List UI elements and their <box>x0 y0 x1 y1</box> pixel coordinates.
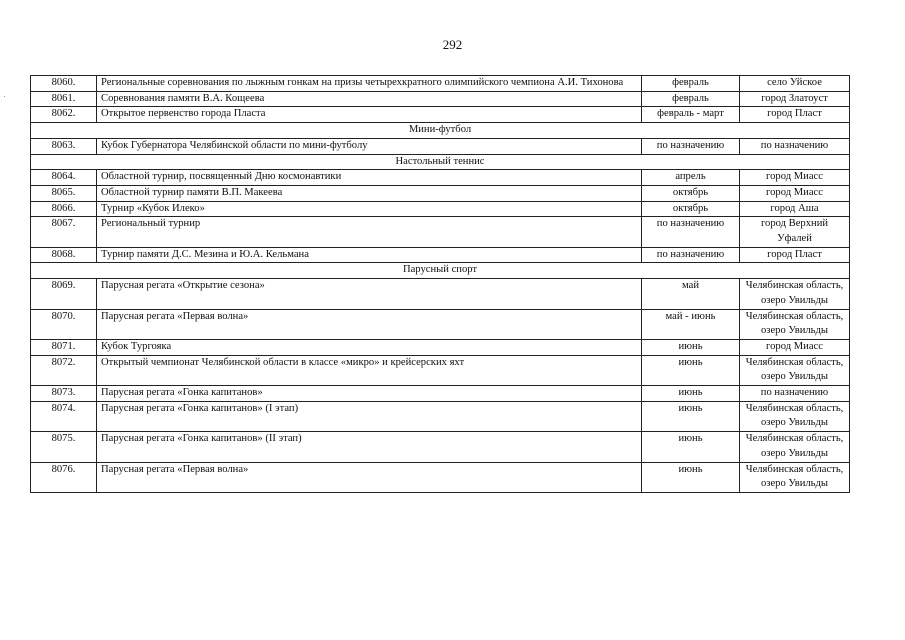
event-date: июнь <box>642 462 740 492</box>
section-header-row <box>31 263 850 279</box>
event-number: 8073. <box>31 386 97 402</box>
event-place: город Миасс <box>740 339 850 355</box>
event-name: Парусная регата «Первая волна» <box>97 462 642 492</box>
event-date: октябрь <box>642 185 740 201</box>
event-name: Парусная регата «Гонка капитанов» <box>97 386 642 402</box>
table-row <box>31 76 850 92</box>
event-name: Соревнования памяти В.А. Кощеева <box>97 91 642 107</box>
section-title: Парусный спорт <box>31 263 850 279</box>
event-number: 8075. <box>31 432 97 462</box>
event-name: Турнир «Кубок Илеко» <box>97 201 642 217</box>
event-name: Парусная регата «Гонка капитанов» (I этап) <box>97 401 642 431</box>
section-title: Настольный теннис <box>31 154 850 170</box>
event-name: Открытый чемпионат Челябинской области в классе «микро» и крейсерских яхт <box>97 355 642 385</box>
event-number: 8074. <box>31 401 97 431</box>
event-number: 8065. <box>31 185 97 201</box>
event-name: Парусная регата «Первая волна» <box>97 309 642 339</box>
event-date: по назначению <box>642 247 740 263</box>
section-header-row <box>31 154 850 170</box>
event-place: город Миасс <box>740 185 850 201</box>
event-number: 8070. <box>31 309 97 339</box>
event-date: май - июнь <box>642 309 740 339</box>
table-row <box>31 355 850 385</box>
event-date: февраль <box>642 91 740 107</box>
event-date: по назначению <box>642 217 740 247</box>
event-date: июнь <box>642 432 740 462</box>
event-name: Областной турнир памяти В.П. Макеева <box>97 185 642 201</box>
table-row <box>31 185 850 201</box>
section-title: Мини-футбол <box>31 123 850 139</box>
event-number: 8068. <box>31 247 97 263</box>
event-date: июнь <box>642 401 740 431</box>
event-place: Челябинская область, озеро Увильды <box>740 355 850 385</box>
table-row <box>31 91 850 107</box>
table-row <box>31 138 850 154</box>
event-place: город Златоуст <box>740 91 850 107</box>
event-place: город Миасс <box>740 170 850 186</box>
event-number: 8064. <box>31 170 97 186</box>
event-date: апрель <box>642 170 740 186</box>
event-number: 8060. <box>31 76 97 92</box>
event-date: октябрь <box>642 201 740 217</box>
table-row <box>31 201 850 217</box>
event-date: февраль - март <box>642 107 740 123</box>
event-number: 8069. <box>31 279 97 309</box>
table-row <box>31 309 850 339</box>
table-row <box>31 279 850 309</box>
event-number: 8061. <box>31 91 97 107</box>
event-date: май <box>642 279 740 309</box>
event-place: по назначению <box>740 138 850 154</box>
event-number: 8066. <box>31 201 97 217</box>
table-row <box>31 170 850 186</box>
event-place: Челябинская область, озеро Увильды <box>740 279 850 309</box>
event-name: Региональный турнир <box>97 217 642 247</box>
event-date: по назначению <box>642 138 740 154</box>
event-name: Парусная регата «Открытие сезона» <box>97 279 642 309</box>
table-row <box>31 339 850 355</box>
event-number: 8076. <box>31 462 97 492</box>
event-place: Челябинская область, озеро Увильды <box>740 401 850 431</box>
events-table-body <box>31 76 850 493</box>
event-name: Кубок Губернатора Челябинской области по мини-футболу <box>97 138 642 154</box>
event-place: город Пласт <box>740 107 850 123</box>
scan-mark <box>4 96 5 97</box>
event-number: 8063. <box>31 138 97 154</box>
event-name: Кубок Тургояка <box>97 339 642 355</box>
event-name: Турнир памяти Д.С. Мезина и Ю.А. Кельмана <box>97 247 642 263</box>
section-header-row <box>31 123 850 139</box>
event-date: июнь <box>642 386 740 402</box>
table-row <box>31 462 850 492</box>
table-row <box>31 217 850 247</box>
event-name: Парусная регата «Гонка капитанов» (II этап) <box>97 432 642 462</box>
table-row <box>31 432 850 462</box>
event-number: 8071. <box>31 339 97 355</box>
event-place: Челябинская область, озеро Увильды <box>740 462 850 492</box>
event-date: июнь <box>642 355 740 385</box>
event-number: 8072. <box>31 355 97 385</box>
table-row <box>31 401 850 431</box>
table-row <box>31 247 850 263</box>
event-place: город Аша <box>740 201 850 217</box>
event-date: июнь <box>642 339 740 355</box>
table-row <box>31 386 850 402</box>
event-place: город Верхний Уфалей <box>740 217 850 247</box>
event-place: Челябинская область, озеро Увильды <box>740 432 850 462</box>
event-place: по назначению <box>740 386 850 402</box>
event-name: Открытое первенство города Пласта <box>97 107 642 123</box>
events-table <box>30 75 850 493</box>
event-place: город Пласт <box>740 247 850 263</box>
page-number: 292 <box>442 37 463 52</box>
event-name: Областной турнир, посвященный Дню космонавтики <box>97 170 642 186</box>
event-place: село Уйское <box>740 76 850 92</box>
table-row <box>31 107 850 123</box>
event-name: Региональные соревнования по лыжным гонкам на призы четырехкратного олимпийского чемпиона А.И. Тихонова <box>97 76 642 92</box>
event-number: 8067. <box>31 217 97 247</box>
event-date: февраль <box>642 76 740 92</box>
event-place: Челябинская область, озеро Увильды <box>740 309 850 339</box>
event-number: 8062. <box>31 107 97 123</box>
